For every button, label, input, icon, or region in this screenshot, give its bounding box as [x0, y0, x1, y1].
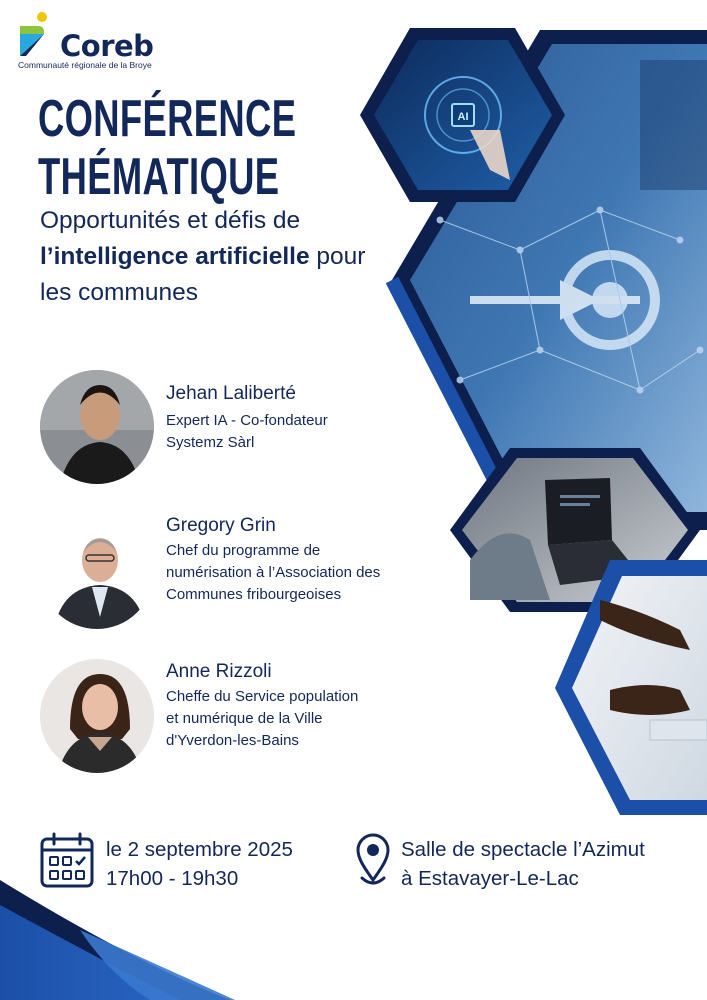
venue-name: Salle de spectacle l’Azimut	[401, 838, 645, 861]
speaker-photo	[40, 515, 154, 629]
event-venue-text	[401, 835, 645, 893]
speaker-role-line: Chef du programme de	[166, 542, 321, 559]
avatar	[40, 515, 154, 629]
location-pin-icon	[355, 832, 391, 890]
logo-tagline: Communauté régionale de la Broye	[18, 60, 152, 70]
speaker-role-line: Cheffe du Service population	[166, 688, 359, 705]
speaker-role-line: et numérique de la Ville	[166, 710, 323, 727]
speaker-photo	[40, 370, 154, 484]
coreb-logo-icon	[18, 12, 58, 58]
avatar	[40, 370, 154, 484]
subtitle-bold: l’intelligence artificielle	[40, 243, 310, 270]
event-date: le 2 septembre 2025	[106, 838, 293, 861]
subtitle-part-2: pour les communes	[40, 243, 366, 306]
event-date-text	[106, 835, 293, 893]
title-line-1: CONFÉRENCE	[38, 90, 297, 148]
coreb-logo	[16, 12, 166, 72]
subtitle-part-1: Opportunités et défis de	[40, 207, 301, 234]
speaker-role-line: numérisation à l’Association des	[166, 564, 381, 581]
speaker-role-line: d'Yverdon-les-Bains	[166, 732, 299, 749]
speaker-role-line: Systemz Sàrl	[166, 434, 255, 451]
speaker-name: Gregory Grin	[166, 515, 276, 536]
speaker-photo	[40, 659, 154, 773]
venue-city: à Estavayer-Le-Lac	[401, 867, 579, 890]
speaker-role-line: Expert IA - Co-fondateur	[166, 412, 328, 429]
subtitle	[40, 203, 370, 311]
event-time: 17h00 - 19h30	[106, 867, 239, 890]
avatar	[40, 659, 154, 773]
title-line-2: THÉMATIQUE	[38, 148, 280, 206]
speaker-name: Anne Rizzoli	[166, 661, 272, 682]
page-title	[38, 90, 296, 206]
svg-text:AI: AI	[457, 111, 469, 123]
logo-wordmark: Coreb	[60, 29, 154, 63]
calendar-icon	[40, 832, 96, 890]
speaker-name: Jehan Laliberté	[166, 383, 296, 404]
speaker-role-line: Communes fribourgeoises	[166, 586, 342, 603]
